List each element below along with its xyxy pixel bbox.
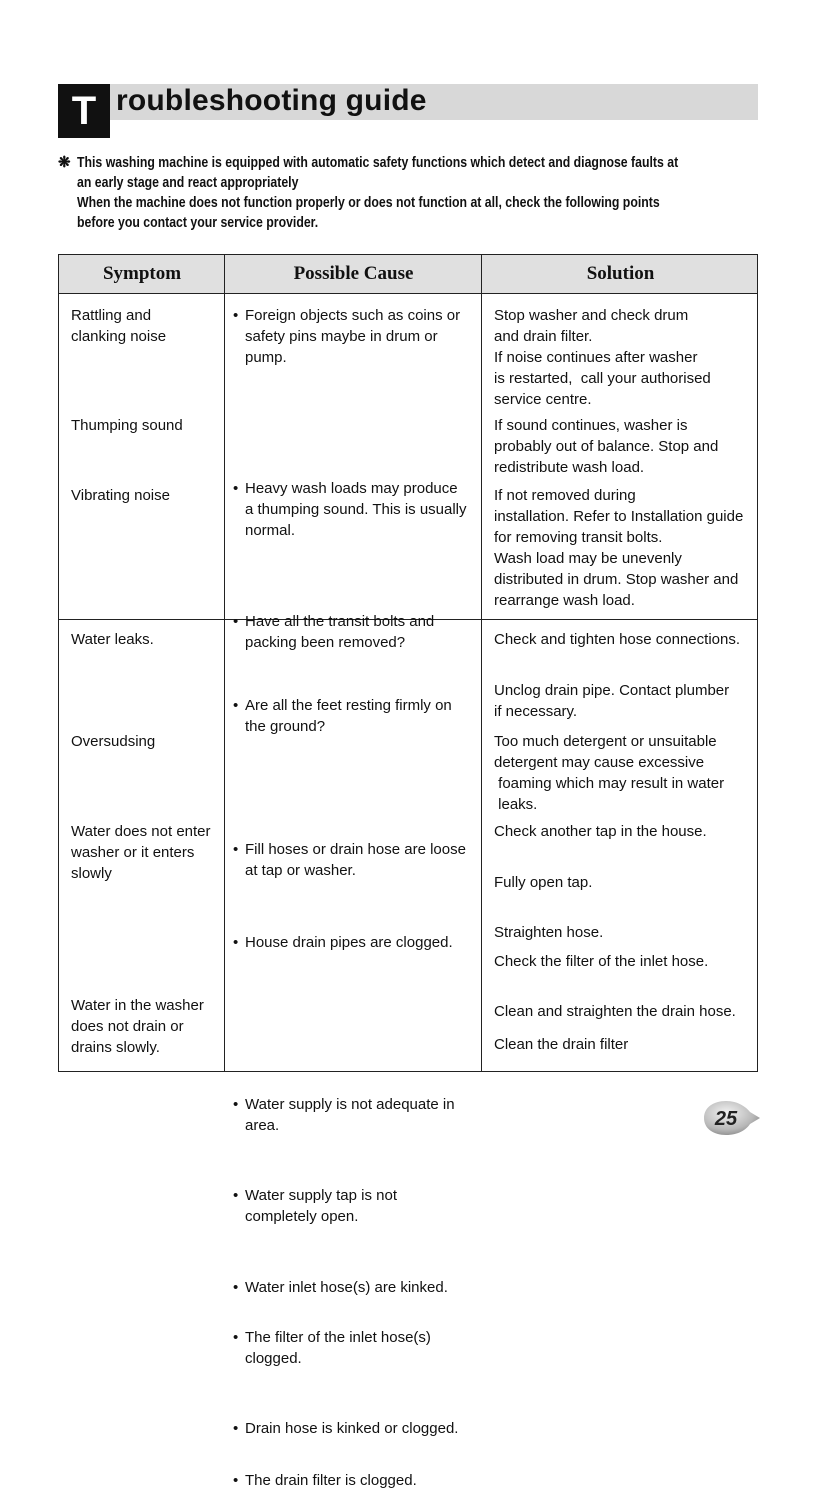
text-line: slowly: [71, 865, 112, 882]
text-line: If noise continues after washer: [494, 349, 698, 366]
cause-no-drain-1: [233, 1418, 823, 1439]
solution-no-drain-2: [494, 1034, 628, 1055]
page-number: 25: [714, 1108, 738, 1130]
text-line: completely open.: [245, 1208, 359, 1225]
text-line: Straighten hose.: [494, 924, 604, 941]
text-line: Stop washer and check drum: [494, 307, 689, 324]
intro-line: When the machine does not function properly or does not function at all, check the following points: [77, 195, 660, 211]
text-line: a thumping sound. This is usually: [245, 501, 467, 518]
text-line: drains slowly.: [71, 1039, 160, 1056]
text-line: clanking noise: [71, 328, 167, 345]
text-line: Water in the washer: [71, 997, 204, 1014]
text-line: Clean and straighten the drain hose.: [494, 1003, 736, 1020]
symptom-thumping: [71, 415, 183, 436]
solution-rattling: [494, 305, 711, 410]
text-line: • Have all the transit bolts and: [245, 613, 435, 630]
text-line: Water does not enter: [71, 823, 211, 840]
text-line: normal.: [245, 522, 296, 539]
cause-no-enter-2: [233, 1185, 823, 1227]
cause-no-drain-2: [233, 1470, 823, 1491]
asterisk-icon: ❋: [58, 154, 71, 171]
text-line: • The drain filter is clogged.: [245, 1472, 417, 1489]
text-line: distributed in drum. Stop washer and: [494, 571, 739, 588]
text-line: • Drain hose is kinked or clogged.: [245, 1420, 459, 1437]
solution-no-enter-4: [494, 951, 708, 972]
text-line: foaming which may result in water: [494, 775, 725, 792]
solution-leaks-2: [494, 680, 729, 722]
solution-leaks-1: [494, 629, 740, 650]
text-line: probably out of balance. Stop and: [494, 438, 719, 455]
symptom-leaks: [71, 629, 154, 650]
column-divider: [224, 255, 225, 1071]
cause-no-enter-4: [233, 1327, 823, 1369]
text-line: Check another tap in the house.: [494, 823, 707, 840]
text-line: safety pins maybe in drum or: [245, 328, 438, 345]
text-line: If not removed during: [494, 487, 636, 504]
page-number-badge: [700, 1099, 762, 1137]
text-line: Thumping sound: [71, 417, 183, 434]
text-line: • Water supply tap is not: [245, 1187, 398, 1204]
text-line: redistribute wash load.: [494, 459, 645, 476]
solution-no-enter-2: [494, 872, 592, 893]
page-title: roubleshooting guide: [116, 84, 427, 117]
intro-text: [77, 153, 679, 233]
symptom-no-enter: [71, 821, 211, 884]
text-line: Too much detergent or unsuitable: [494, 733, 717, 750]
title-initial: T: [58, 84, 110, 138]
text-line: for removing transit bolts.: [494, 529, 663, 546]
intro-line: before you contact your service provider.: [77, 215, 319, 231]
text-line: detergent may cause excessive: [494, 754, 705, 771]
text-line: does not drain or: [71, 1018, 184, 1035]
text-line: Rattling and: [71, 307, 152, 324]
text-line: • Are all the feet resting firmly on: [245, 697, 452, 714]
symptom-oversudsing: [71, 731, 155, 752]
text-line: washer or it enters: [71, 844, 195, 861]
text-line: • Heavy wash loads may produce: [245, 480, 458, 497]
text-line: • Foreign objects such as coins or: [245, 307, 461, 324]
text-line: Vibrating noise: [71, 487, 170, 504]
text-line: clogged.: [245, 1350, 302, 1367]
text-line: packing been removed?: [245, 634, 406, 651]
solution-vibrating: [494, 485, 743, 611]
text-line: Water leaks.: [71, 631, 154, 648]
solution-no-enter-3: [494, 922, 603, 943]
text-line: is restarted, call your authorised: [494, 370, 711, 387]
solution-thumping: [494, 415, 718, 478]
text-line: the ground?: [245, 718, 326, 735]
table-header: [59, 255, 757, 294]
solution-no-drain-1: [494, 1001, 736, 1022]
text-line: rearrange wash load.: [494, 592, 635, 609]
text-line: • House drain pipes are clogged.: [245, 934, 453, 951]
intro-line: This washing machine is equipped with automatic safety functions which detect and diagnose faults at: [77, 155, 679, 171]
text-line: If sound continues, washer is: [494, 417, 688, 434]
text-line: • Water supply is not adequate in: [245, 1096, 455, 1113]
text-line: at tap or washer.: [245, 862, 356, 879]
text-line: Clean the drain filter: [494, 1036, 629, 1053]
intro-line: an early stage and react appropriately: [77, 175, 299, 191]
text-line: Fully open tap.: [494, 874, 593, 891]
text-line: Check and tighten hose connections.: [494, 631, 740, 648]
symptom-no-drain: [71, 995, 204, 1058]
symptom-rattling: [71, 305, 166, 347]
text-line: if necessary.: [494, 703, 578, 720]
text-line: and drain filter.: [494, 328, 593, 345]
text-line: • Fill hoses or drain hose are loose: [245, 841, 466, 858]
text-line: installation. Refer to Installation guide: [494, 508, 744, 525]
symptom-vibrating: [71, 485, 170, 506]
text-line: Check the filter of the inlet hose.: [494, 953, 709, 970]
text-line: pump.: [245, 349, 287, 366]
text-line: Wash load may be unevenly: [494, 550, 682, 567]
text-line: Oversudsing: [71, 733, 156, 750]
solution-oversudsing: [494, 731, 724, 815]
text-line: area.: [245, 1117, 280, 1134]
text-line: • Water inlet hose(s) are kinked.: [245, 1279, 448, 1296]
text-line: leaks.: [494, 796, 538, 813]
text-line: service centre.: [494, 391, 592, 408]
solution-no-enter-1: [494, 821, 707, 842]
header-solution: Solution: [586, 263, 655, 284]
header-cause: Possible Cause: [293, 263, 414, 284]
text-line: Unclog drain pipe. Contact plumber: [494, 682, 730, 699]
cause-no-enter-3: [233, 1277, 823, 1298]
text-line: • The filter of the inlet hose(s): [245, 1329, 431, 1346]
header-symptom: Symptom: [102, 263, 182, 284]
